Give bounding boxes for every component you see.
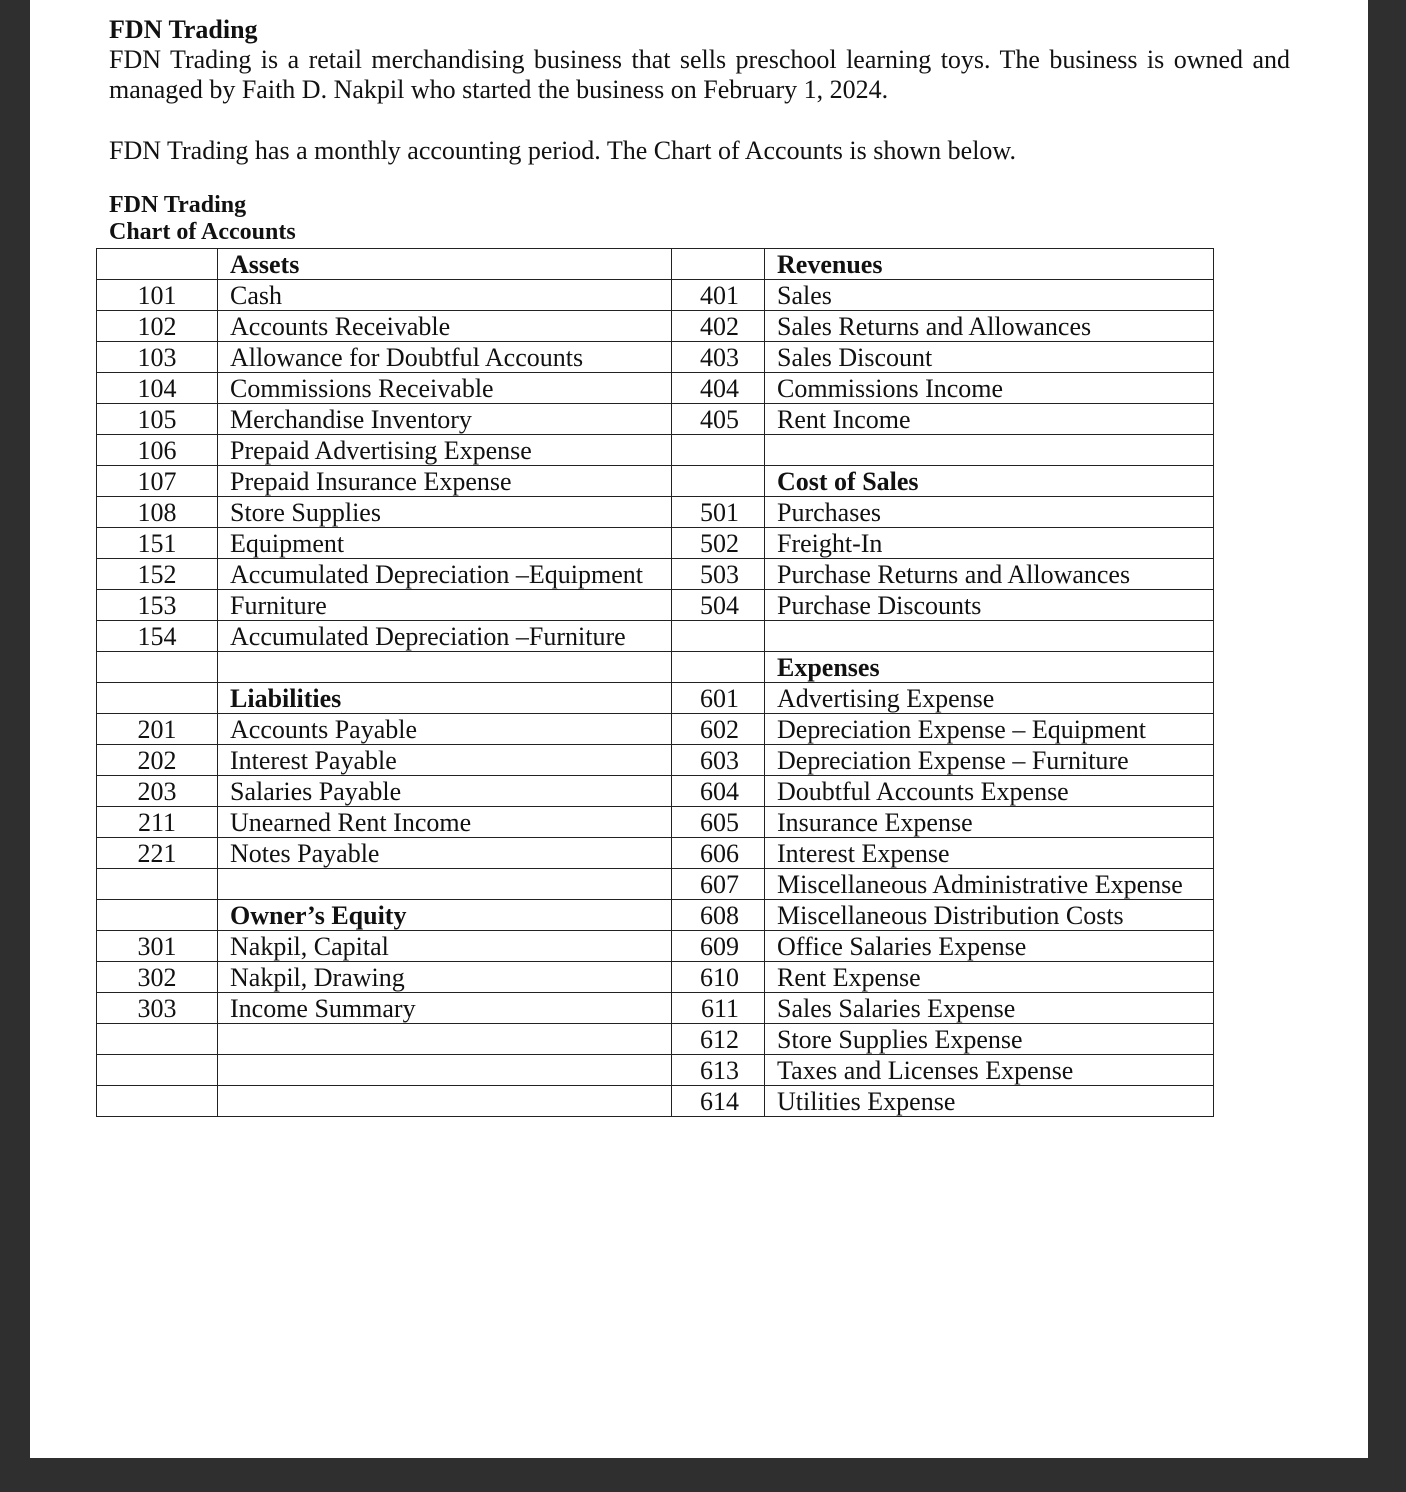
account-row [97,342,1214,373]
right-account-name: Rent Expense [765,962,1214,993]
account-row [97,1055,1214,1086]
left-account-name: Furniture [218,590,672,621]
right-account-code [672,435,765,466]
right-account-name: Interest Expense [765,838,1214,869]
left-account-name: Salaries Payable [218,776,672,807]
left-account-name [218,1024,672,1055]
left-account-code [97,1086,218,1117]
left-account-name: Accounts Payable [218,714,672,745]
right-account-name: Insurance Expense [765,807,1214,838]
right-account-code: 613 [672,1055,765,1086]
left-account-code: 152 [97,559,218,590]
left-account-name: Prepaid Advertising Expense [218,435,672,466]
account-row [97,1024,1214,1055]
account-row [97,900,1214,931]
right-account-name: Sales Returns and Allowances [765,311,1214,342]
account-row [97,528,1214,559]
left-account-code: 211 [97,807,218,838]
left-account-code: 104 [97,373,218,404]
account-row [97,404,1214,435]
right-account-name: Store Supplies Expense [765,1024,1214,1055]
account-row [97,559,1214,590]
left-account-code: 203 [97,776,218,807]
right-account-code: 603 [672,745,765,776]
left-account-name: Store Supplies [218,497,672,528]
right-account-code: 609 [672,931,765,962]
chart-of-accounts-table [96,248,1214,1117]
account-row [97,714,1214,745]
right-account-code [672,652,765,683]
right-account-code: 602 [672,714,765,745]
left-account-name [218,652,672,683]
left-account-name: Nakpil, Capital [218,931,672,962]
account-row [97,435,1214,466]
coa-company-name: FDN Trading [109,192,247,218]
right-account-name [765,621,1214,652]
right-account-code: 401 [672,280,765,311]
right-section-header: Expenses [765,652,1214,683]
left-account-name: Commissions Receivable [218,373,672,404]
account-row [97,466,1214,497]
left-account-code: 154 [97,621,218,652]
left-account-code: 102 [97,311,218,342]
account-row [97,931,1214,962]
left-section-header: Assets [218,249,672,280]
right-account-code [672,466,765,497]
account-row [97,807,1214,838]
account-row [97,373,1214,404]
right-section-header: Revenues [765,249,1214,280]
right-account-code: 614 [672,1086,765,1117]
right-account-code: 604 [672,776,765,807]
left-section-header: Liabilities [218,683,672,714]
left-account-code [97,900,218,931]
left-account-name: Accounts Receivable [218,311,672,342]
right-account-name: Office Salaries Expense [765,931,1214,962]
left-account-name: Income Summary [218,993,672,1024]
account-row [97,590,1214,621]
left-account-code [97,683,218,714]
left-account-code: 202 [97,745,218,776]
right-account-name: Taxes and Licenses Expense [765,1055,1214,1086]
document-page [30,0,1368,1458]
right-account-code [672,249,765,280]
account-row [97,497,1214,528]
left-account-name: Accumulated Depreciation –Furniture [218,621,672,652]
left-account-code: 108 [97,497,218,528]
right-account-code: 404 [672,373,765,404]
account-row [97,838,1214,869]
right-account-code: 612 [672,1024,765,1055]
left-account-name: Equipment [218,528,672,559]
left-section-header: Owner’s Equity [218,900,672,931]
left-account-code: 103 [97,342,218,373]
left-account-name: Cash [218,280,672,311]
left-account-code: 303 [97,993,218,1024]
right-account-name: Utilities Expense [765,1086,1214,1117]
right-account-name [765,435,1214,466]
left-account-name: Unearned Rent Income [218,807,672,838]
right-account-name: Purchases [765,497,1214,528]
right-account-name: Miscellaneous Administrative Expense [765,869,1214,900]
right-account-code: 607 [672,869,765,900]
right-account-name: Purchase Returns and Allowances [765,559,1214,590]
right-account-code: 403 [672,342,765,373]
left-account-name [218,869,672,900]
left-account-code: 201 [97,714,218,745]
left-account-code: 153 [97,590,218,621]
document-title: FDN Trading [109,15,258,44]
right-account-code: 606 [672,838,765,869]
right-account-code: 502 [672,528,765,559]
account-row [97,745,1214,776]
account-row [97,249,1214,280]
right-account-name: Rent Income [765,404,1214,435]
right-account-code: 501 [672,497,765,528]
right-section-header: Cost of Sales [765,466,1214,497]
left-account-code [97,1024,218,1055]
left-account-code: 221 [97,838,218,869]
left-account-code: 151 [97,528,218,559]
left-account-code [97,249,218,280]
right-account-name: Purchase Discounts [765,590,1214,621]
right-account-name: Sales Discount [765,342,1214,373]
left-account-name: Prepaid Insurance Expense [218,466,672,497]
account-row [97,652,1214,683]
left-account-name [218,1055,672,1086]
left-account-name: Interest Payable [218,745,672,776]
right-account-name: Miscellaneous Distribution Costs [765,900,1214,931]
left-account-code: 107 [97,466,218,497]
left-account-code [97,1055,218,1086]
account-row [97,1086,1214,1117]
right-account-code: 402 [672,311,765,342]
account-row [97,993,1214,1024]
left-account-code: 101 [97,280,218,311]
left-account-code: 105 [97,404,218,435]
right-account-code [672,621,765,652]
right-account-code: 610 [672,962,765,993]
right-account-code: 503 [672,559,765,590]
right-account-code: 504 [672,590,765,621]
account-row [97,962,1214,993]
left-account-name: Allowance for Doubtful Accounts [218,342,672,373]
account-row [97,311,1214,342]
right-account-name: Sales [765,280,1214,311]
right-account-code: 405 [672,404,765,435]
left-account-code: 106 [97,435,218,466]
right-account-code: 608 [672,900,765,931]
account-row [97,776,1214,807]
left-account-name: Accumulated Depreciation –Equipment [218,559,672,590]
left-account-name: Nakpil, Drawing [218,962,672,993]
left-account-code [97,869,218,900]
right-account-name: Doubtful Accounts Expense [765,776,1214,807]
right-account-name: Commissions Income [765,373,1214,404]
left-account-code [97,652,218,683]
period-paragraph: FDN Trading has a monthly accounting period. The Chart of Accounts is shown below. [109,136,1017,165]
account-row [97,621,1214,652]
right-account-code: 601 [672,683,765,714]
right-account-name: Advertising Expense [765,683,1214,714]
account-row [97,869,1214,900]
right-account-name: Depreciation Expense – Equipment [765,714,1214,745]
account-row [97,280,1214,311]
left-account-name: Notes Payable [218,838,672,869]
intro-paragraph: FDN Trading is a retail merchandising business that sells preschool learning toys. The business is owned and managed by Faith D. Nakpil who started the business on February 1, 2024. [109,45,1290,104]
left-account-name: Merchandise Inventory [218,404,672,435]
coa-title: Chart of Accounts [109,219,296,245]
right-account-code: 611 [672,993,765,1024]
right-account-name: Depreciation Expense – Furniture [765,745,1214,776]
account-row [97,683,1214,714]
right-account-name: Freight-In [765,528,1214,559]
left-account-code: 302 [97,962,218,993]
left-account-name [218,1086,672,1117]
right-account-code: 605 [672,807,765,838]
right-account-name: Sales Salaries Expense [765,993,1214,1024]
left-account-code: 301 [97,931,218,962]
